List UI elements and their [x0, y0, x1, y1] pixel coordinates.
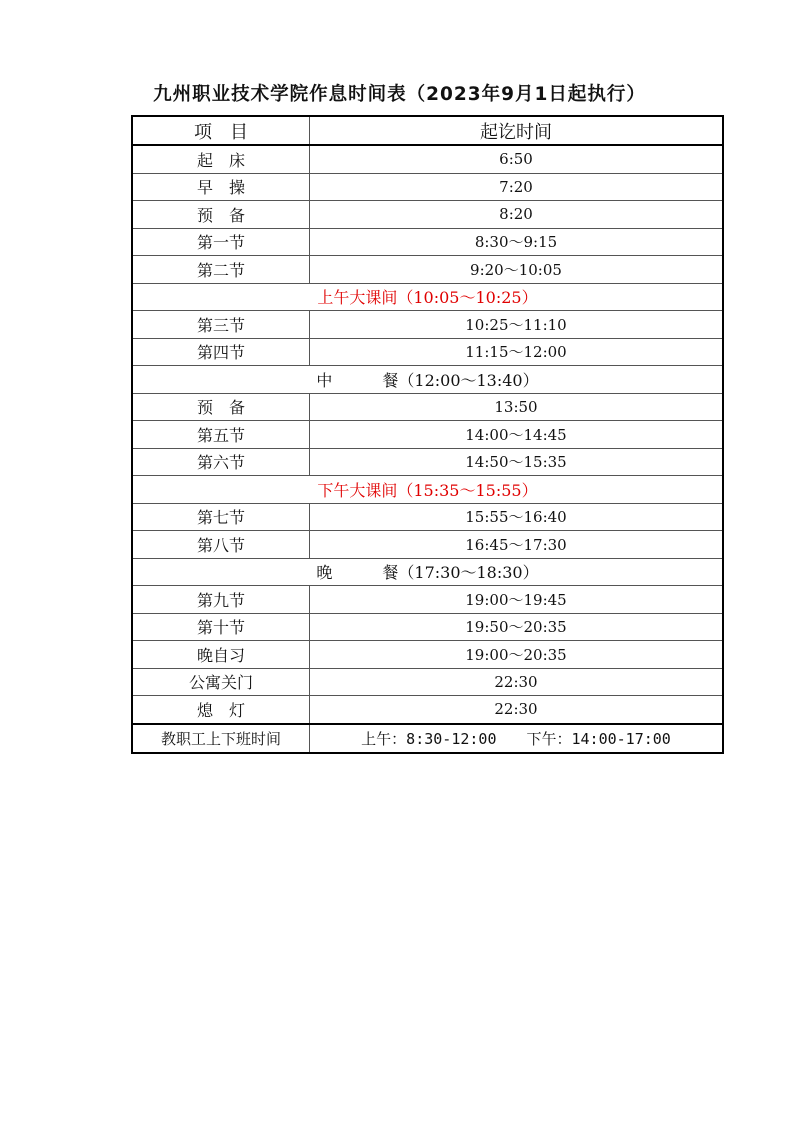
lunch-label-a: 中	[316, 370, 333, 390]
row-time: 22:30	[310, 696, 724, 724]
row-item: 第三节	[132, 311, 310, 339]
schedule-table	[131, 115, 724, 754]
row-time: 16:45～17:30	[310, 531, 724, 559]
row-time: 19:50～20:35	[310, 613, 724, 641]
row-item: 第四节	[132, 338, 310, 366]
row-time: 8:30～9:15	[310, 228, 724, 256]
table-row	[132, 228, 723, 256]
row-time: 19:00～19:45	[310, 586, 724, 614]
table-row	[132, 696, 723, 724]
table-row	[132, 311, 723, 339]
row-item: 公寓关门	[132, 668, 310, 696]
row-time: 6:50	[310, 145, 724, 173]
table-row	[132, 256, 723, 284]
table-header-row	[132, 116, 723, 145]
lunch-cell	[132, 366, 723, 394]
row-time: 10:25～11:10	[310, 311, 724, 339]
table-row	[132, 503, 723, 531]
row-item: 起 床	[132, 145, 310, 173]
table-row	[132, 613, 723, 641]
staff-hours-cell	[310, 724, 724, 753]
row-time: 19:00～20:35	[310, 641, 724, 669]
row-time: 9:20～10:05	[310, 256, 724, 284]
row-item: 第十节	[132, 613, 310, 641]
row-item: 晚自习	[132, 641, 310, 669]
row-time: 22:30	[310, 668, 724, 696]
row-time: 7:20	[310, 173, 724, 201]
staff-afternoon: 下午：14:00-17:00	[526, 729, 671, 748]
row-time: 8:20	[310, 201, 724, 229]
page-title: 九州职业技术学院作息时间表（2023年9月1日起执行）	[153, 84, 646, 105]
row-item: 预 备	[132, 393, 310, 421]
table-row	[132, 668, 723, 696]
lunch-label-b: 餐（12:00～13:40）	[382, 370, 539, 390]
table-row	[132, 448, 723, 476]
break-row	[132, 476, 723, 504]
row-item: 第九节	[132, 586, 310, 614]
table-row	[132, 641, 723, 669]
row-time: 15:55～16:40	[310, 503, 724, 531]
staff-morning: 上午：8:30-12:00	[361, 729, 497, 748]
header-time: 起讫时间	[310, 116, 724, 145]
row-item: 第二节	[132, 256, 310, 284]
row-item: 第七节	[132, 503, 310, 531]
staff-hours-row	[132, 724, 723, 753]
morning-break: 上午大课间（10:05～10:25）	[132, 283, 723, 311]
table-row	[132, 173, 723, 201]
row-item: 第五节	[132, 421, 310, 449]
table-row	[132, 393, 723, 421]
staff-hours-label: 教职工上下班时间	[132, 724, 310, 753]
meal-row	[132, 558, 723, 586]
meal-row	[132, 366, 723, 394]
table-row	[132, 338, 723, 366]
row-time: 14:00～14:45	[310, 421, 724, 449]
header-item: 项 目	[132, 116, 310, 145]
break-row	[132, 283, 723, 311]
table-row	[132, 201, 723, 229]
dinner-label-a: 晚	[316, 563, 333, 583]
row-time: 11:15～12:00	[310, 338, 724, 366]
row-item: 早 操	[132, 173, 310, 201]
table-row	[132, 421, 723, 449]
table-row	[132, 531, 723, 559]
row-item: 熄 灯	[132, 696, 310, 724]
table-row	[132, 145, 723, 173]
row-item: 第八节	[132, 531, 310, 559]
row-time: 14:50～15:35	[310, 448, 724, 476]
dinner-label-b: 餐（17:30～18:30）	[382, 563, 539, 583]
dinner-cell	[132, 558, 723, 586]
afternoon-break: 下午大课间（15:35～15:55）	[132, 476, 723, 504]
row-item: 第六节	[132, 448, 310, 476]
row-time: 13:50	[310, 393, 724, 421]
row-item: 第一节	[132, 228, 310, 256]
row-item: 预 备	[132, 201, 310, 229]
table-row	[132, 586, 723, 614]
